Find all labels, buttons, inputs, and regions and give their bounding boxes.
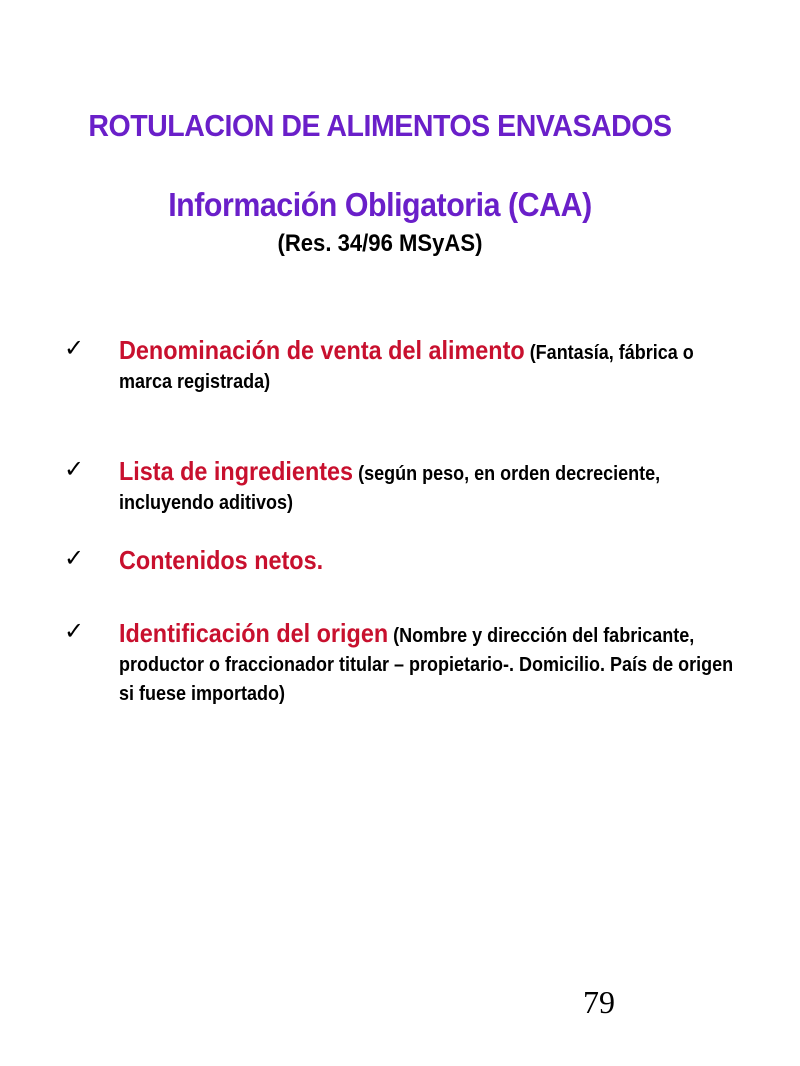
list-item-heading: Denominación de venta del alimento <box>119 335 525 365</box>
checkmark-icon: ✓ <box>64 544 85 572</box>
list-item-text <box>119 457 740 518</box>
resolution-reference: (Res. 34/96 MSyAS) <box>277 230 483 257</box>
page-number: 79 <box>583 984 615 1020</box>
checkmark-icon: ✓ <box>64 455 85 483</box>
list-item-heading: Lista de ingredientes <box>119 456 354 486</box>
list-item-heading: Contenidos netos. <box>119 545 324 575</box>
list-item-detail: (Nombre y dirección del fabricante, productor o fraccionador titular – propietario-. Domicilio. País de origen si fuese importado) <box>119 625 734 705</box>
list-item-detail: (según peso, en orden decreciente, incluyendo aditivos) <box>119 463 661 514</box>
checkmark-icon: ✓ <box>64 617 85 645</box>
checkmark-icon: ✓ <box>64 334 85 362</box>
list-item-detail: (Fantasía, fábrica o marca registrada) <box>119 342 694 393</box>
page-subtitle: Información Obligatoria (CAA) <box>168 186 592 223</box>
page-title: ROTULACION DE ALIMENTOS ENVASADOS <box>88 108 672 143</box>
list-item-text <box>119 546 731 578</box>
list-item-text <box>119 336 740 397</box>
list-item-heading: Identificación del origen <box>119 618 389 648</box>
list-item-text <box>119 619 749 709</box>
